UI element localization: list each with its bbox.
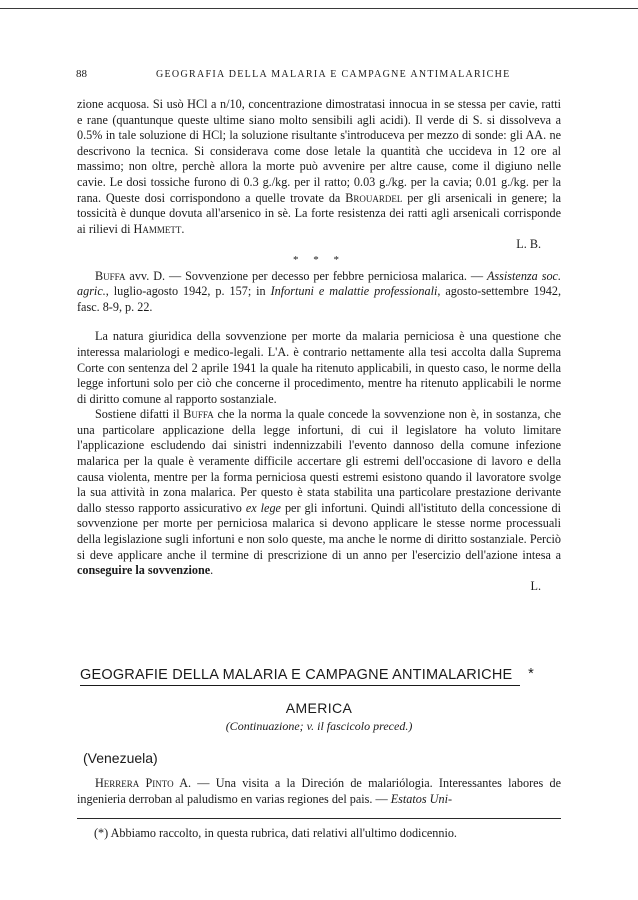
article-2-paragraph-1: La natura giuridica della sovvenzione per morte da malaria perniciosa è una questione che interessa malariologi e medico-legali. L'A. è contrario nettamente alla tesi accolta dalla Suprema Corte con sentenza del 2 aprile 1941 la quale ha ritenuto applicabili, in questo caso, le norme della legge infortuni solo per ciò che concerne il procedimento, mentre ha ritenuto applicabili le norme di diritto comune al rapporto sostanziale. — [77, 329, 561, 406]
page-header — [70, 68, 580, 82]
article-1-paragraph: zione acquosa. Si usò HCl a n/10, concentrazione dimostratasi innocua in se stessa per cavie, ratti e rane (quantunque queste ultime siano molto sensibili agli acidi). Il verde di S. si dissolveva a 0.5% in tale soluzione di HCl; la soluzione risultante s'introduceva per mezzo di sonde: gli AA. ne descrivono la tecnica. Si considerava come dose letale la quantità che uccideva in 12 ore al massimo; non oltre, perchè allora la morte può avvenire per altre cause, come il digiuno nelle cavie. Le dosi tossiche furono di 0.3 g./kg. per il ratto; 0.03 g./kg. per la cavia; 0.01 g./kg. per la rana. Queste dosi corrispondono a quelle trovate da Brouardel per gli arsenicali in genere; la tossicità è dunque dovuta all'arsenico in sè. La forte resistenza dei ratti agli arsenicali corrisponde ai rilievi di Hammett. — [77, 97, 561, 236]
top-rule — [0, 8, 638, 9]
region-heading: (Venezuela) — [83, 750, 158, 766]
section-title: GEOGRAFIE DELLA MALARIA E CAMPAGNE ANTIMALARICHE * — [80, 667, 520, 686]
footnote-rule — [77, 818, 561, 819]
entry-journal: Estatos Uni- — [390, 791, 453, 806]
article-2-paragraph-2: Sostiene difatti il Buffa che la norma la quale concede la sovvenzione non è, in sostanza, che una particolare applicazione della legge infortuni, di cui il legislatore ha voluto limitare l'applicazione escludendo dai sinistri indennizzabili l'evento dannoso della comune infezione malarica per la quale è veramente difficile accertare gli estremi dell'occasione di lavoro e della causa violenta, mentre per la forma perniciosa questi estremi esistono quando il lavoratore svolge la sua attività in zona malarica. Per questo è stata stabilita una particolare prestazione derivante dallo stesso rapporto assicurativo ex lege per gli infortuni. Quindi all'istituto della concessione di sovvenzione per morte per perniciosa malarica si devono applicare le stesse norme processuali della legislazione sugli infortuni e non solo queste, ma anche le norme di diritto sostanziale. Perciò si deve applicare anche il termine di prescrizione di un anno per l'esercizio dell'azione intesa a conseguire la sovvenzione. — [77, 407, 561, 578]
author-reference: Brouardel — [345, 190, 403, 205]
entry-author: Herrera Pinto — [95, 776, 174, 790]
author-reference: Buffa — [183, 407, 214, 422]
bibliography-entry: Herrera Pinto A. — Una visita a la Direción de malariólogia. Interessantes labores de ingenieria derroban al paludismo en varias regiones del pais. — Estatos Uni- — [77, 776, 562, 806]
author-reference: Hammett — [133, 221, 182, 236]
journal-citation: Assistenza soc. agric. — [77, 268, 561, 299]
page-number: 88 — [76, 68, 87, 80]
article-2-heading: Buffa avv. D. — Sovvenzione per decesso per febbre perniciosa malarica. — Assistenza soc. agric., luglio-agosto 1942, p. 157; in Infortuni e malattie professionali, agosto-settembre 1942, fasc. 8-9, p. 22. — [77, 268, 562, 314]
article-2-author: Buffa — [95, 268, 126, 283]
article-1-signature: L. B. — [516, 237, 541, 252]
continuation-note: (Continuazione; v. il fascicolo preced.) — [225, 719, 413, 733]
separator-stars: * * * — [293, 253, 345, 266]
country-heading: AMERICA — [285, 700, 353, 716]
footnote-marker: * — [528, 666, 534, 682]
article-2-signature: L. — [530, 578, 541, 593]
footnote: (*) Abbiamo raccolto, in questa rubrica, dati relativi all'ultimo dodicennio. — [94, 826, 457, 840]
running-title: GEOGRAFIA DELLA MALARIA E CAMPAGNE ANTIMALARICHE — [156, 69, 511, 80]
journal-citation: Infortuni e malattie professionali — [270, 284, 438, 299]
main-text — [77, 97, 561, 594]
